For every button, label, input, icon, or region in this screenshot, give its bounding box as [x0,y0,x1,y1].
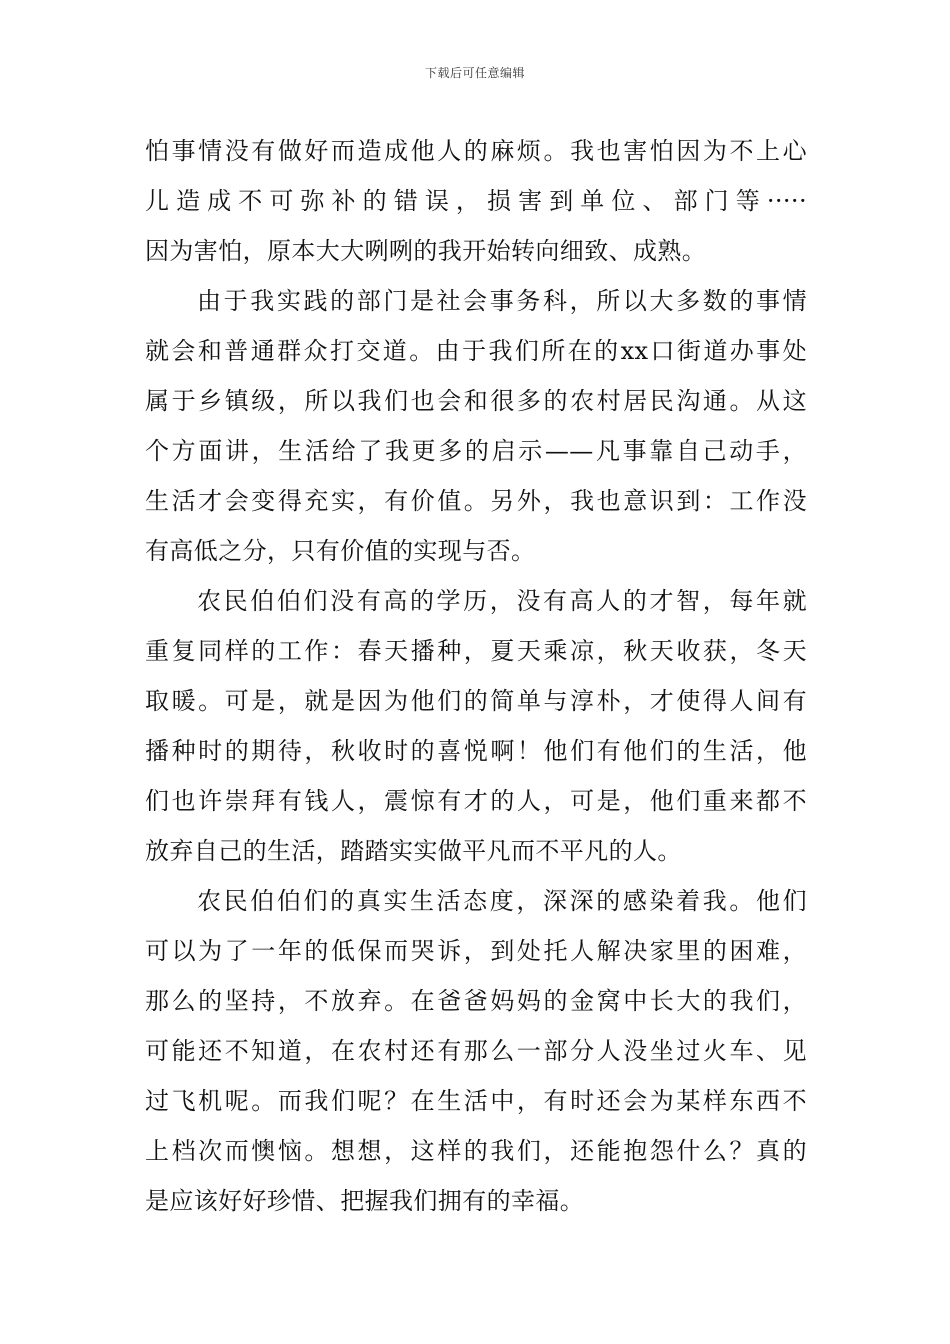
document-body [145,126,807,1226]
text-line: 生活才会变得充实，有价值。另外，我也意识到：工作没 [145,487,807,515]
text-line: 个方面讲，生活给了我更多的启示——凡事靠自己动手， [145,437,807,465]
text-line: 播种时的期待，秋收时的喜悦啊！他们有他们的生活，他 [145,737,807,765]
text-line: 因为害怕，原本大大咧咧的我开始转向细致、成熟。 [145,237,707,265]
text-line: 有高低之分，只有价值的实现与否。 [145,537,536,565]
paragraph [145,576,807,876]
text-line: 农民伯伯们没有高的学历，没有高人的才智，每年就 [197,587,807,615]
paragraph [145,126,807,276]
text-line: 取暖。可是，就是因为他们的简单与淳朴，才使得人间有 [145,687,807,715]
paragraph [145,876,807,1226]
text-line: 那么的坚持，不放弃。在爸爸妈妈的金窝中长大的我们， [145,987,807,1015]
text-line: 就会和普通群众打交道。由于我们所在的xx口街道办事处 [145,337,807,365]
text-line: 上档次而懊恼。想想，这样的我们，还能抱怨什么？真的 [145,1137,807,1165]
text-line: 儿造成不可弥补的错误，损害到单位、部门等····· [145,187,807,215]
text-line: 过飞机呢。而我们呢？在生活中，有时还会为某样东西不 [145,1087,807,1115]
text-line: 可以为了一年的低保而哭诉，到处托人解决家里的困难， [145,937,807,965]
text-line: 是应该好好珍惜、把握我们拥有的幸福。 [145,1187,585,1215]
page-header-note: 下载后可任意编辑 [424,66,525,80]
text-line: 可能还不知道，在农村还有那么一部分人没坐过火车、见 [145,1037,807,1065]
text-line: 们也许崇拜有钱人，震惊有才的人，可是，他们重来都不 [145,787,807,815]
text-line: 由于我实践的部门是社会事务科，所以大多数的事情 [197,287,807,315]
text-line: 农民伯伯们的真实生活态度，深深的感染着我。他们 [197,887,807,915]
text-line: 放弃自己的生活，踏踏实实做平凡而不平凡的人。 [145,837,682,865]
paragraph [145,276,807,576]
text-line: 属于乡镇级，所以我们也会和很多的农村居民沟通。从这 [145,387,807,415]
text-line: 重复同样的工作：春天播种，夏天乘凉，秋天收获，冬天 [145,637,807,665]
text-line: 怕事情没有做好而造成他人的麻烦。我也害怕因为不上心 [145,137,807,165]
